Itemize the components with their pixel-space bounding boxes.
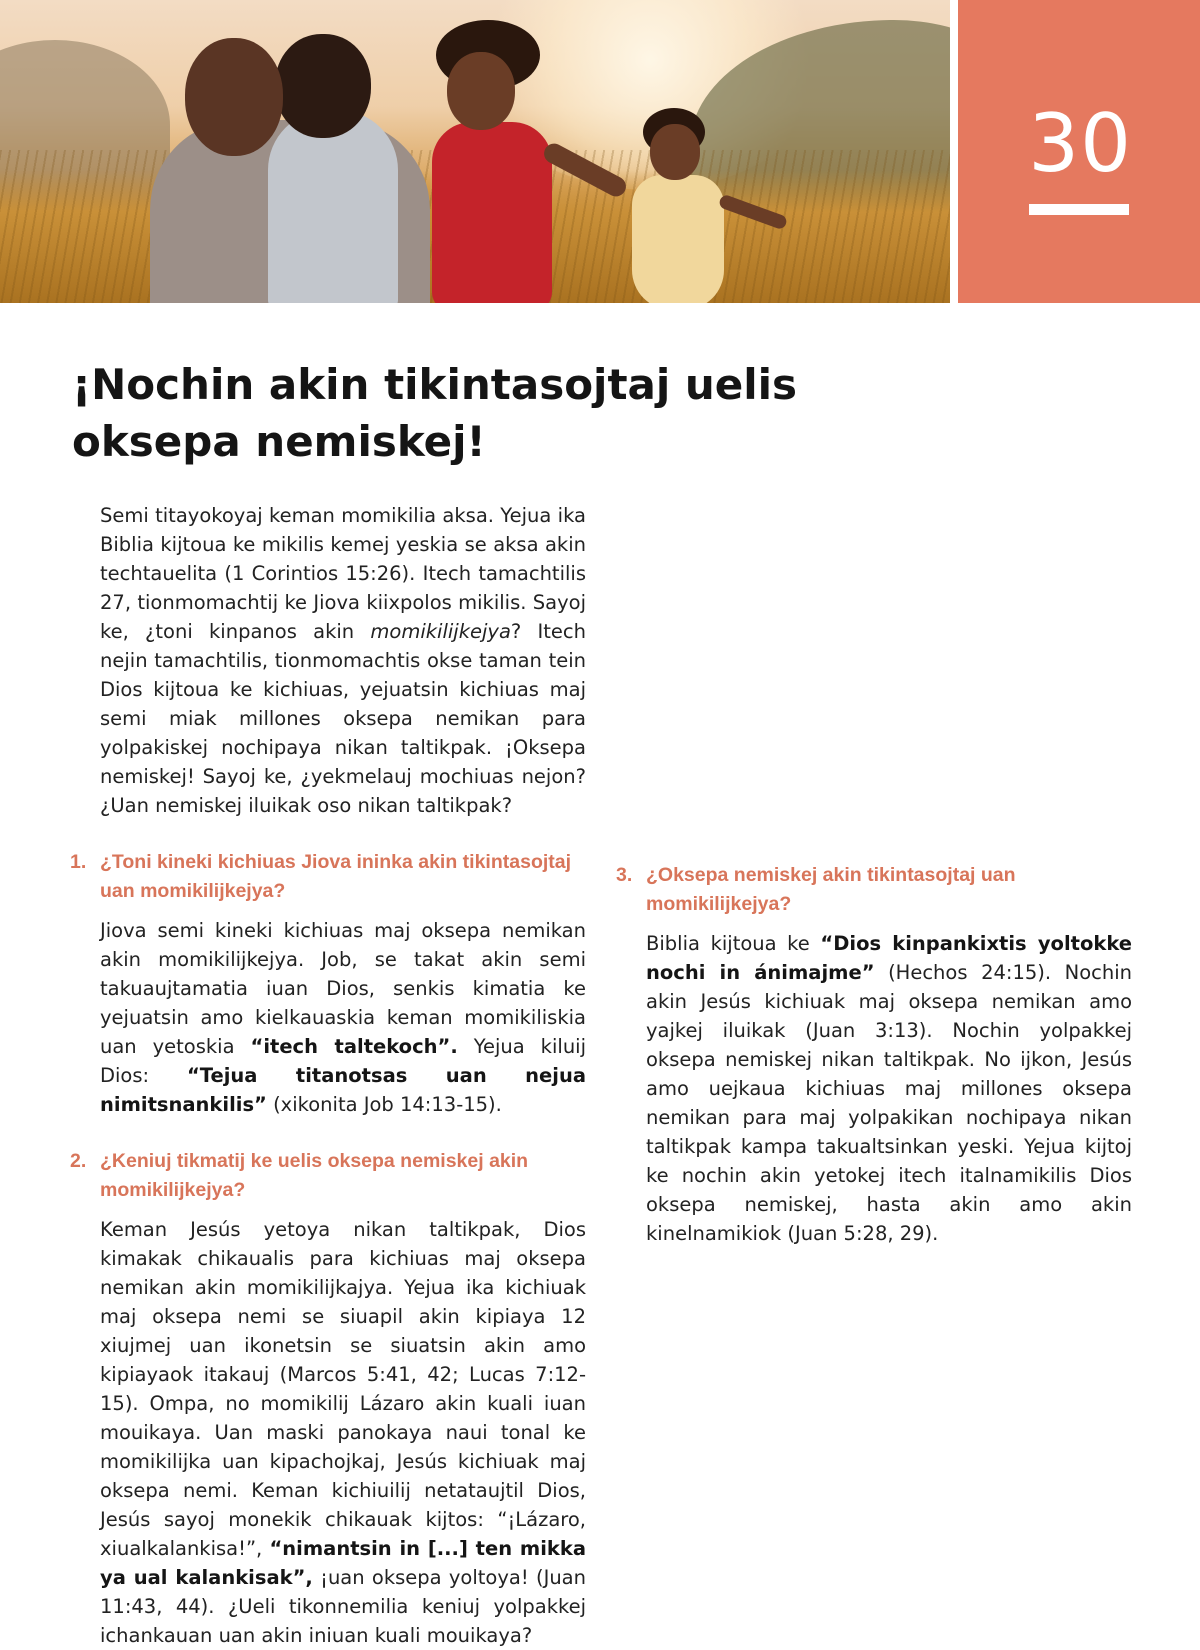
section-1-question: 1. ¿Toni kineki kichiuas Jiova ininka akin tikintasojtaj uan momikilijkejya? bbox=[100, 848, 586, 906]
mother-head bbox=[447, 52, 515, 130]
intro-paragraph: Semi titayokoyaj keman momikilia aksa. Yejua ika Biblia kijtoua ke mikilis kemej yeskia se aksa akin techtauelita (1 Corintios 15:26). Itech tamachtilis 27, tionmomachtij ke Jiova kiixpolos mikilis. Sayoj ke, ¿toni kinpanos akin momikilijkejya? Itech nejin tamachtilis, tionmomachtis okse taman tein Dios kijtoua ke kichiuas, yejuatsin kichiuas maj semi miak millones oksepa nemikan para yolpakiskej nochipaya nikan taltikpak. ¡Oksepa nemiskej! Sayoj ke, ¿yekmelauj mochiuas nejon? ¿Uan nemiskej iluikak oso nikan taltikpak? bbox=[100, 504, 586, 817]
column-right bbox=[616, 501, 1132, 1248]
section-1-number: 1. bbox=[70, 851, 87, 873]
section-2-question: 2. ¿Keniuj tikmatij ke uelis oksepa nemiskej akin momikilijkejya? bbox=[100, 1147, 586, 1205]
lesson-number-underline bbox=[1029, 204, 1129, 215]
girl-figure bbox=[632, 175, 724, 303]
boy-figure bbox=[268, 110, 398, 303]
father-head bbox=[185, 38, 283, 156]
section-3-question: 3. ¿Oksepa nemiskej akin tikintasojtaj uan momikilijkejya? bbox=[646, 861, 1132, 919]
column-left bbox=[70, 501, 587, 1650]
girl-head bbox=[650, 124, 700, 180]
lesson-number-box bbox=[958, 0, 1200, 303]
lesson-number: 30 bbox=[1028, 97, 1132, 190]
section-2-body: Keman Jesús yetoya nikan taltikpak, Dios kimakak chikaualis para kichiuas maj oksepa nemikan akin momikilijkajya. Yejua ika kichiuak maj oksepa nemi se siuapil akin kipiaya 12 xiujmej uan ikonetsin se siuatsin akin amo kipiayaok itakauj (Marcos 5:41, 42; Lucas 7:12-15). Ompa, no momikilij Lázaro akin kuali iuan mouikaya. Uan maski panokaya naui tonal ke momikilijka uan kipachojkaj, Jesús kichiuak maj oksepa nemi. Keman kichiuilij netataujtil Dios, Jesús sayoj monekik chikauak kijtos: “¡Lázaro, xiualkalankisa!”, “nimantsin in [...] ten mikka ya ual kalankisak”, ¡uan oksepa yoltoya! (Juan 11:43, 44). ¿Ueli tikonnemilia keniuj yolpakkej ichankauan uan akin iniuan kuali mouikaya? bbox=[100, 1218, 586, 1647]
section-3-body: Biblia kijtoua ke “Dios kinpankixtis yoltokke nochi in ánimajme” (Hechos 24:15). Nochin akin Jesús kichiuak maj oksepa nemikan amo yajkej iluikak (Juan 3:13). Nochin yolpakkej oksepa nemiskej nikan taltikpak. No ijkon, Jesús amo uejkaua kichiuas maj millones oksepa nemikan para maj yolpakikan nochipaya nikan taltikpak kampa takualtsinkan yeski. Yejua kijtoj ke nochin akin yetokej itech italnamikilis Dios oksepa nemiskej, hasta akin amo akin kinelnamikiok (Juan 5:28, 29). bbox=[646, 932, 1132, 1245]
hero-photo bbox=[0, 0, 950, 303]
section-3-number: 3. bbox=[616, 864, 633, 886]
page-title: ¡Nochin akin tikintasojtaj uelis oksepa nemiskej! bbox=[72, 360, 798, 466]
mother-figure bbox=[432, 122, 552, 303]
boy-head bbox=[275, 34, 371, 138]
section-2-number: 2. bbox=[70, 1150, 87, 1172]
section-1-body: Jiova semi kineki kichiuas maj oksepa nemikan akin momikilijkejya. Job, se takat akin semi takuaujtamatia iuan Dios, senkis kimatia ke yejuatsin amo kielkauaskia keman momikiliskia uan yetoskia “itech taltekoch”. Yejua kiluij Dios: “Tejua titanotsas uan nejua nimitsnankilis” (xikonita Job 14:13-15). bbox=[100, 919, 587, 1116]
